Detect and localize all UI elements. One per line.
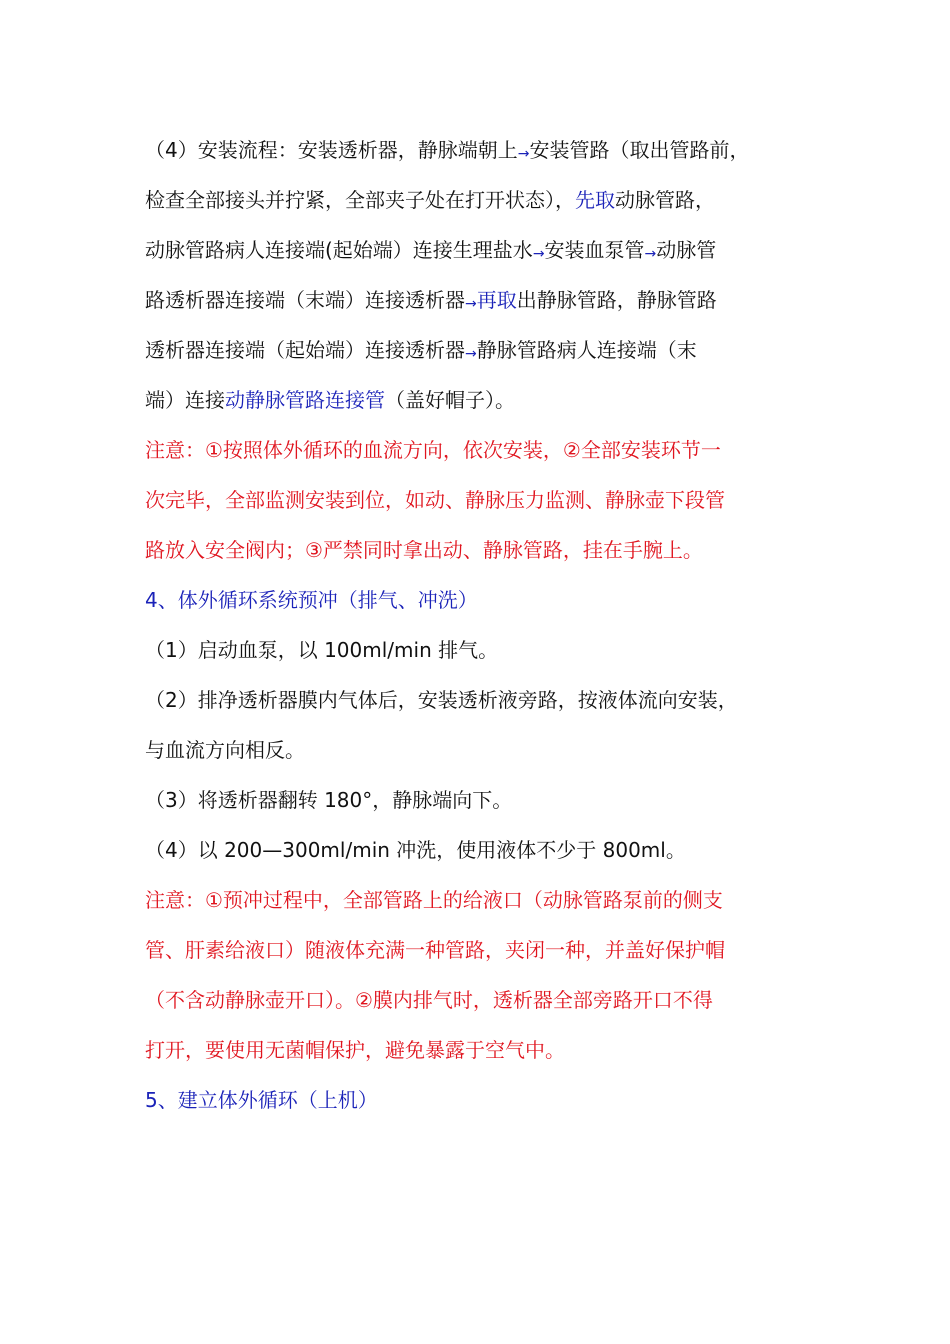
- text: 静脉管路病人连接端（末: [476, 338, 697, 362]
- text: 动脉管: [656, 238, 717, 262]
- prime-step-3: （3）将透析器翻转 180°，静脉端向下。: [145, 788, 513, 812]
- step-4-install-line-4: [145, 286, 805, 318]
- highlight-text: 先取: [575, 188, 615, 212]
- text: 动脉管路，: [615, 188, 715, 212]
- highlight-text: 动静脉管路连接管: [225, 388, 385, 412]
- step-4-install-line-3: [145, 236, 805, 268]
- note-1-line-2: 次完毕，全部监测安装到位，如动、静脉压力监测、静脉壶下段管: [145, 488, 725, 512]
- note-1-line-3: 路放入安全阀内；③严禁同时拿出动、静脉管路，挂在手腕上。: [145, 538, 703, 562]
- prime-step-2-line-2: 与血流方向相反。: [145, 738, 305, 762]
- text: 动脉管路病人连接端(起始端）连接生理盐水: [145, 238, 533, 262]
- arrow-right-icon: →: [644, 246, 657, 262]
- note-2-line-1: 注意：①预冲过程中，全部管路上的给液口（动脉管路泵前的侧支: [145, 888, 723, 912]
- arrow-right-icon: →: [465, 346, 477, 362]
- text: 路透析器连接端（末端）连接透析器: [145, 288, 465, 312]
- arrow-right-icon: →: [532, 246, 545, 262]
- text: 透析器连接端（起始端）连接透析器: [145, 338, 465, 362]
- text: （盖好帽子）。: [385, 388, 515, 412]
- step-4-install-line-2: [145, 186, 805, 214]
- note-2-line-4: 打开，要使用无菌帽保护，避免暴露于空气中。: [145, 1038, 565, 1062]
- text: 检查全部接头并拧紧，全部夹子处在打开状态），: [145, 188, 575, 212]
- text: （4）安装流程：安装透析器，静脉端朝上: [145, 138, 518, 162]
- arrow-right-icon: →: [517, 146, 530, 162]
- step-4-install-line-5: [145, 336, 805, 368]
- step-4-install-line-6: [145, 386, 805, 414]
- text: 出静脉管路，静脉管路: [516, 288, 717, 312]
- highlight-text: 再取: [476, 288, 517, 312]
- section-4-heading: 4、体外循环系统预冲（排气、冲洗）: [145, 588, 478, 612]
- text: 端）连接: [145, 388, 225, 412]
- prime-step-1: （1）启动血泵，以 100ml/min 排气。: [145, 638, 499, 662]
- arrow-right-icon: →: [465, 296, 477, 312]
- section-5-heading: 5、建立体外循环（上机）: [145, 1088, 378, 1112]
- prime-step-2-line-1: （2）排净透析器膜内气体后，安装透析液旁路，按液体流向安装，: [145, 688, 738, 712]
- prime-step-4: （4）以 200—300ml/min 冲洗，使用液体不少于 800ml。: [145, 838, 686, 862]
- note-2-line-2: 管、肝素给液口）随液体充满一种管路，夹闭一种，并盖好保护帽: [145, 938, 725, 962]
- text: 安装血泵管: [544, 238, 645, 262]
- note-1-line-1: 注意：①按照体外循环的血流方向，依次安装，②全部安装环节一: [145, 438, 721, 462]
- note-2-line-3: （不含动静脉壶开口）。②膜内排气时，透析器全部旁路开口不得: [145, 988, 713, 1012]
- text: 安装管路（取出管路前，: [529, 138, 750, 162]
- step-4-install-line-1: [145, 136, 805, 168]
